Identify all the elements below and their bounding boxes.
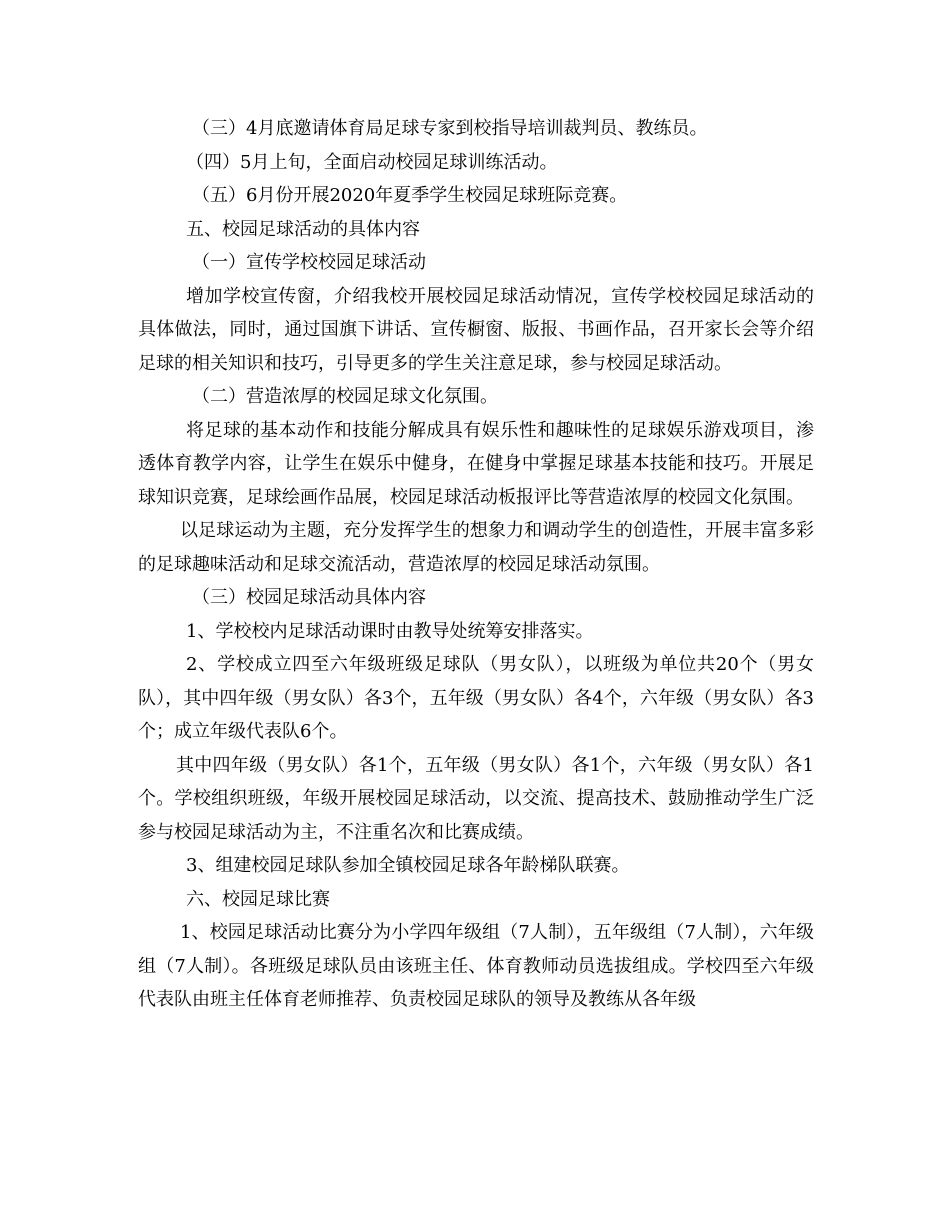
body-paragraph-culture: 将足球的基本动作和技能分解成具有娱乐性和趣味性的足球娱乐游戏项目，渗透体育教学内容，让学生在娱乐中健身，在健身中掌握足球基本技能和技巧。开展足球知识竞赛，足球绘画作品展，校园足球活动板报评比等营造浓厚的校园文化氛围。 bbox=[138, 419, 814, 508]
list-item-2: 2、学校成立四至六年级班级足球队（男女队），以班级为单位共20个（男女队），其中四年级（男女队）各3个，五年级（男女队）各4个，六年级（男女队）各3个；成立年级代表队6个。 bbox=[138, 654, 814, 742]
subsection-heading-1: （一）宣传学校校园足球活动 bbox=[192, 252, 426, 273]
section-heading-6: 六、校园足球比赛 bbox=[186, 888, 330, 910]
list-item-1: 1、学校校内足球活动课时由教导处统筹安排落实。 bbox=[186, 620, 594, 642]
body-paragraph-competition: 1、校园足球活动比赛分为小学四年级组（7人制），五年级组（7人制），六年级组（7人制）。各班级足球队员由该班主任、体育教师动员选拔组成。学校四至六年级代表队由班主任体育老师推荐、负责校园足球队的领导及教练从各年级 bbox=[138, 922, 814, 1010]
paragraph-item-3: （三）4月底邀请体育局足球专家到校指导培训裁判员、教练员。 bbox=[192, 118, 708, 139]
section-heading-5: 五、校园足球活动的具体内容 bbox=[186, 218, 420, 240]
list-item-3: 3、组建校园足球队参加全镇校园足球各年龄梯队联赛。 bbox=[186, 855, 630, 876]
subsection-heading-3: （三）校园足球活动具体内容 bbox=[192, 587, 426, 608]
document-body bbox=[138, 112, 814, 1017]
body-paragraph-teams: 其中四年级（男女队）各1个，五年级（男女队）各1个，六年级（男女队）各1个。学校组织班级，年级开展校园足球活动，以交流、提高技术、鼓励推动学生广泛参与校园足球活动为主，不注重名次和比赛成绩。 bbox=[138, 754, 814, 843]
subsection-heading-2: （二）营造浓厚的校园足球文化氛围。 bbox=[192, 386, 498, 407]
body-paragraph-publicity: 增加学校宣传窗，介绍我校开展校园足球活动情况，宣传学校校园足球活动的具体做法，同时，通过国旗下讲话、宣传橱窗、版报、书画作品，召开家长会等介绍足球的相关知识和技巧，引导更多的学生关注意足球，参与校园足球活动。 bbox=[138, 285, 814, 374]
paragraph-item-4: （四）5月上旬，全面启动校园足球训练活动。 bbox=[186, 151, 558, 173]
paragraph-item-5: （五）6月份开展2020年夏季学生校园足球班际竞赛。 bbox=[192, 185, 628, 206]
body-paragraph-theme: 以足球运动为主题，充分发挥学生的想象力和调动学生的创造性，开展丰富多彩的足球趣味活动和足球交流活动，营造浓厚的校园足球活动氛围。 bbox=[138, 520, 814, 575]
